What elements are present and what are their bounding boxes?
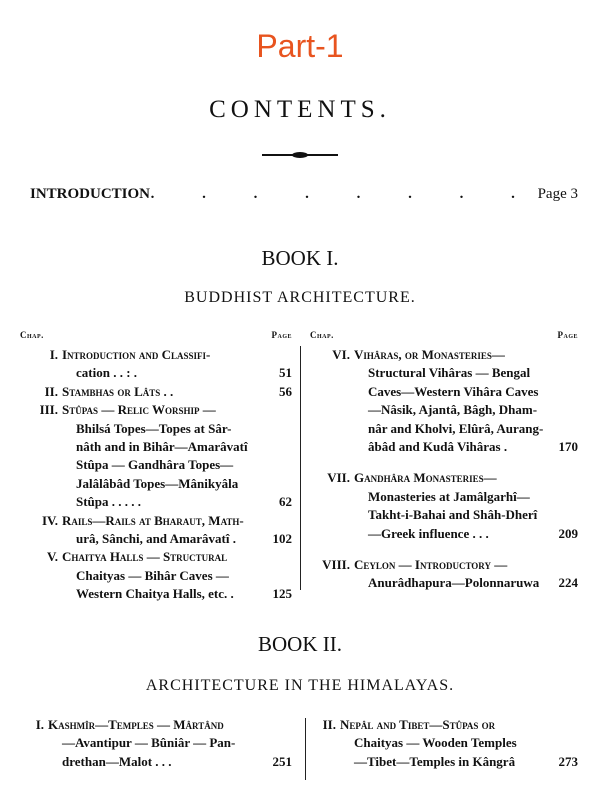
chapter-number: VI. (332, 347, 350, 362)
toc-entry[interactable] (20, 548, 292, 603)
chapter-number: IV. (41, 512, 58, 528)
chap-header: Chap. (310, 330, 334, 340)
chapter-text: Vihâras, or Monasteries— (354, 347, 505, 362)
chapter-text: Chaityas — Wooden Temples (354, 735, 517, 751)
entry-line (20, 493, 292, 511)
chapter-text: cation . . : . (76, 365, 138, 381)
page-number: 170 (558, 438, 578, 454)
chapter-text: Nepâl and Tibet—Stûpas or (340, 717, 496, 732)
page-number: 62 (279, 494, 292, 510)
book2-left-column (28, 716, 292, 771)
entry-line (318, 734, 578, 752)
chapter-number: II. (322, 717, 336, 732)
chapter-text: Anurâdhapura—Polonnaruwa (368, 575, 540, 591)
leader-dots: . . . . . . . . (150, 186, 537, 202)
entry-line (318, 753, 578, 771)
column-header (20, 330, 292, 346)
chapter-number: III. (39, 402, 58, 418)
entry-line (20, 438, 292, 456)
entry-line (310, 346, 578, 364)
chapter-text: —Greek influence . . . (368, 525, 489, 541)
chapter-text: Kashmîr—Temples — Mârtând (48, 717, 224, 732)
column-divider (305, 718, 306, 780)
book2-title: BOOK II. (258, 632, 342, 656)
entry-line (310, 525, 578, 543)
chapter-text: nâth and in Bihâr—Amarâvatî (76, 438, 248, 454)
entry-line (20, 456, 292, 474)
page-header: Page (557, 330, 578, 340)
page-number: 56 (279, 383, 292, 399)
toc-entry[interactable] (20, 512, 292, 549)
toc-entry[interactable] (318, 716, 578, 771)
toc-entry[interactable] (28, 716, 292, 771)
entry-line (310, 574, 578, 592)
chapter-text: Monasteries at Jamâlgarhî— (368, 488, 530, 504)
chapter-text: drethan—Malot . . . (62, 753, 172, 769)
entry-line (318, 716, 578, 734)
chapter-text: Western Chaitya Halls, etc. . (76, 586, 234, 602)
entry-line (28, 716, 292, 734)
chapter-text: Gandhâra Monasteries— (354, 470, 497, 486)
toc-entry[interactable] (20, 383, 292, 401)
entry-line (310, 556, 578, 574)
page-number: 125 (272, 586, 292, 602)
page-title: CONTENTS. (209, 96, 391, 123)
entry-line (310, 469, 578, 487)
entry-line (20, 383, 292, 401)
chapter-text: nâr and Kholvi, Elûrâ, Aurang- (368, 420, 544, 436)
chapter-text: Chaityas — Bihâr Caves — (76, 567, 229, 583)
chapter-text: Jalâlâbâd Topes—Mânikyâla (76, 475, 239, 491)
ornament-divider (262, 152, 338, 158)
page-number: 209 (558, 525, 578, 541)
chapter-text: Caves—Western Vihâra Caves (368, 383, 539, 399)
entry-line (310, 506, 578, 524)
column-header (310, 330, 578, 346)
toc-entry[interactable] (20, 346, 292, 383)
entry-line (20, 346, 292, 364)
page-number: 251 (272, 753, 292, 769)
page-number: 224 (558, 575, 578, 591)
chapter-text: Chaitya Halls — Structural (62, 549, 228, 565)
entry-line (310, 488, 578, 506)
book2-subtitle: ARCHITECTURE IN THE HIMALAYAS. (145, 677, 455, 694)
chapter-text: Stambhas or Lâts . . (62, 383, 174, 399)
chapter-text: Rails—Rails at Bharaut, Math- (62, 512, 244, 528)
chapter-number: VIII. (322, 556, 350, 572)
chapter-number: I. (35, 717, 44, 732)
intro-page: Page 3 (537, 186, 578, 202)
entry-line (20, 530, 292, 548)
part-label: Part-1 (256, 28, 344, 64)
entry-line (20, 420, 292, 438)
toc-entry[interactable] (310, 346, 578, 456)
chapter-number: II. (44, 383, 58, 399)
entry-line (20, 364, 292, 382)
entry-line (310, 438, 578, 456)
entry-line (20, 548, 292, 566)
chapter-number: VII. (327, 470, 350, 486)
chapter-text: âbâd and Kudâ Vihâras . (368, 438, 508, 454)
chapter-text: Bhilsá Topes—Topes at Sâr- (76, 420, 232, 436)
entry-line (310, 401, 578, 419)
page-number: 102 (272, 530, 292, 546)
entry-line (28, 753, 292, 771)
entry-line (310, 420, 578, 438)
chapter-text: Stûpas — Relic Worship — (62, 402, 216, 418)
book1-title: BOOK I. (261, 246, 339, 270)
entry-line (310, 383, 578, 401)
chapter-number: V. (47, 549, 58, 565)
entry-line (20, 475, 292, 493)
book2-right-column (318, 716, 578, 771)
book1-right-column (310, 330, 578, 606)
page-number: 51 (279, 365, 292, 381)
entry-line (310, 364, 578, 382)
page-number: 273 (558, 753, 578, 769)
book1-subtitle: BUDDHIST ARCHITECTURE. (184, 289, 416, 306)
toc-entry[interactable] (310, 469, 578, 543)
toc-entry[interactable] (310, 556, 578, 593)
column-divider (300, 346, 301, 590)
chapter-text: urâ, Sânchi, and Amarâvatî . (76, 530, 236, 546)
entry-line (20, 512, 292, 530)
chapter-text: —Tibet—Temples in Kângrâ (354, 753, 516, 769)
chapter-text: —Avantipur — Bûniâr — Pan- (62, 735, 236, 751)
intro-label: INTRODUCTION (30, 186, 151, 202)
book1-left-column (20, 330, 292, 603)
toc-entry[interactable] (20, 401, 292, 511)
chapter-number: I. (49, 347, 58, 362)
chapter-text: Stûpa . . . . . (76, 494, 142, 510)
chapter-text: —Nâsik, Ajantâ, Bâgh, Dham- (368, 402, 538, 418)
chapter-text: Takht-i-Bahai and Shâh-Dherî (368, 507, 538, 523)
chap-header: Chap. (20, 330, 44, 340)
chapter-text: Introduction and Classifi- (62, 347, 211, 362)
entry-line (20, 585, 292, 603)
chapter-text: Stûpa — Gandhâra Topes— (76, 457, 234, 473)
entry-line (20, 401, 292, 419)
chapter-text: Structural Vihâras — Bengal (368, 365, 531, 381)
entry-line (20, 567, 292, 585)
page-header: Page (271, 330, 292, 340)
toc-introduction[interactable] (30, 186, 578, 203)
chapter-text: Ceylon — Introductory — (354, 556, 508, 572)
entry-line (28, 734, 292, 752)
